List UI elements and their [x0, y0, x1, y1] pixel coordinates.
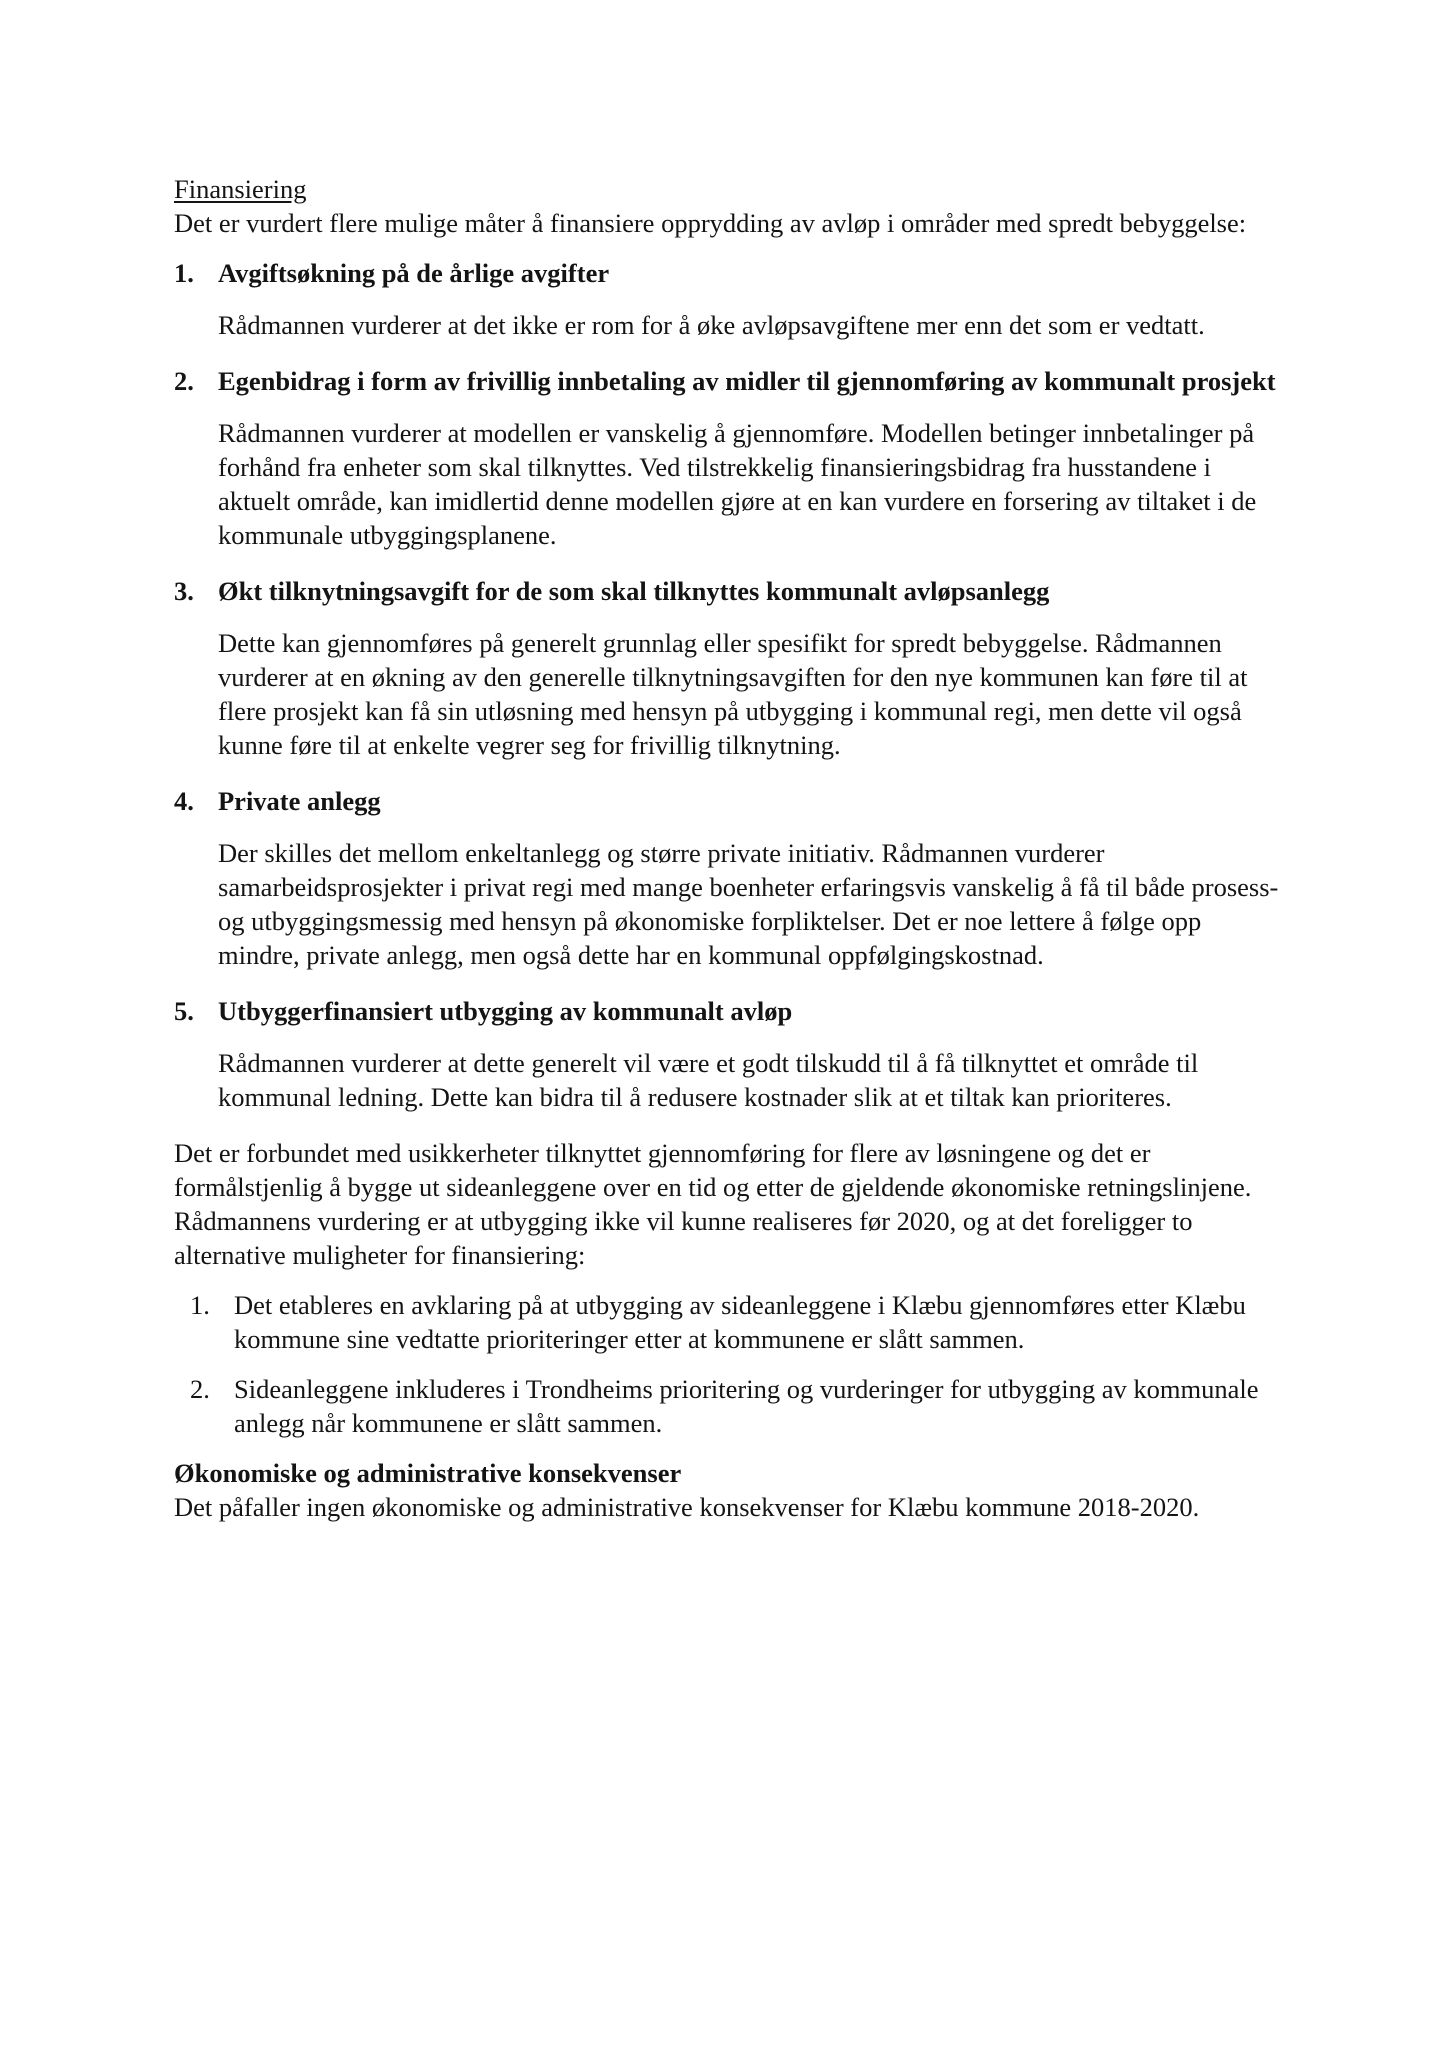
document-page [174, 172, 1284, 1524]
option-body: Dette kan gjennomføres på generelt grunnlag eller spesifikt for spredt bebyggelse. Rådmannen vurderer at en økning av den generelle tilknytningsavgiften for den nye kommunen kan føre til at flere prosjekt kan få sin utløsning med hensyn på utbygging i kommunal regi, men dette vil også kunne føre til at enkelte vegrer seg for frivillig tilknytning. [218, 628, 1248, 760]
option-title [174, 364, 1284, 398]
option-number: 3. [174, 576, 194, 606]
option-item [174, 994, 1284, 1114]
option-body: Rådmannen vurderer at dette generelt vil være et godt tilskudd til å få tilknyttet et område til kommunal ledning. Dette kan bidra til å redusere kostnader slik at et tiltak kan prioriteres. [218, 1048, 1199, 1112]
section-heading-finansiering: Finansiering [174, 174, 307, 204]
option-item [174, 784, 1284, 972]
option-item [174, 574, 1284, 762]
option-item [174, 256, 1284, 342]
alternative-text: Sideanleggene inkluderes i Trondheims prioritering og vurderinger for utbygging av kommunale anlegg når kommunene er slått sammen. [234, 1374, 1259, 1438]
alternative-text: Det etableres en avklaring på at utbygging av sideanleggene i Klæbu gjennomføres etter Klæbu kommune sine vedtatte prioriteringer etter at kommunene er slått sammen. [234, 1290, 1246, 1354]
intro-paragraph: Det er vurdert flere mulige måter å finansiere opprydding av avløp i områder med spredt bebyggelse: [174, 208, 1247, 238]
option-number: 4. [174, 786, 194, 816]
option-title [174, 994, 1284, 1028]
consequences-paragraph: Det påfaller ingen økonomiske og administrative konsekvenser for Klæbu kommune 2018-2020. [174, 1492, 1200, 1522]
option-title-text: Avgiftsøkning på de årlige avgifter [218, 258, 610, 288]
option-title-text: Økt tilknytningsavgift for de som skal tilknyttes kommunalt avløpsanlegg [218, 576, 1050, 606]
option-title [174, 784, 1284, 818]
option-title-text: Private anlegg [218, 786, 381, 816]
option-title-text: Utbyggerfinansiert utbygging av kommunalt avløp [218, 996, 793, 1026]
alternative-number: 2. [190, 1374, 210, 1404]
alternatives-list [190, 1288, 1284, 1440]
option-item [174, 364, 1284, 552]
conclusion-paragraph: Det er forbundet med usikkerheter tilknyttet gjennomføring for flere av løsningene og det er formålstjenlig å bygge ut sideanleggene over en tid og etter de gjeldende økonomiske retningslinjene. Rådmannens vurdering er at utbygging ikke vil kunne realiseres før 2020, og at det foreligger to alternative muligheter for finansiering: [174, 1138, 1252, 1270]
alternative-item [190, 1288, 1284, 1356]
option-title [174, 574, 1284, 608]
alternative-number: 1. [190, 1290, 210, 1320]
financing-options-list [174, 256, 1284, 1114]
option-title-text: Egenbidrag i form av frivillig innbetaling av midler til gjennomføring av kommunalt prosjekt [218, 366, 1276, 396]
option-number: 1. [174, 258, 194, 288]
option-number: 5. [174, 996, 194, 1026]
consequences-heading: Økonomiske og administrative konsekvenser [174, 1458, 682, 1488]
option-title [174, 256, 1284, 290]
alternative-item [190, 1372, 1284, 1440]
option-body: Rådmannen vurderer at det ikke er rom for å øke avløpsavgiftene mer enn det som er vedtatt. [218, 310, 1205, 340]
option-body: Rådmannen vurderer at modellen er vanskelig å gjennomføre. Modellen betinger innbetalinger på forhånd fra enheter som skal tilknyttes. Ved tilstrekkelig finansieringsbidrag fra husstandene i aktuelt område, kan imidlertid denne modellen gjøre at en kan vurdere en forsering av tiltaket i de kommunale utbyggingsplanene. [218, 418, 1257, 550]
option-body: Der skilles det mellom enkeltanlegg og større private initiativ. Rådmannen vurderer samarbeidsprosjekter i privat regi med mange boenheter erfaringsvis vanskelig å få til både prosess- og utbyggingsmessig med hensyn på økonomiske forpliktelser. Det er noe lettere å følge opp mindre, private anlegg, men også dette har en kommunal oppfølgingskostnad. [218, 838, 1279, 970]
option-number: 2. [174, 366, 194, 396]
